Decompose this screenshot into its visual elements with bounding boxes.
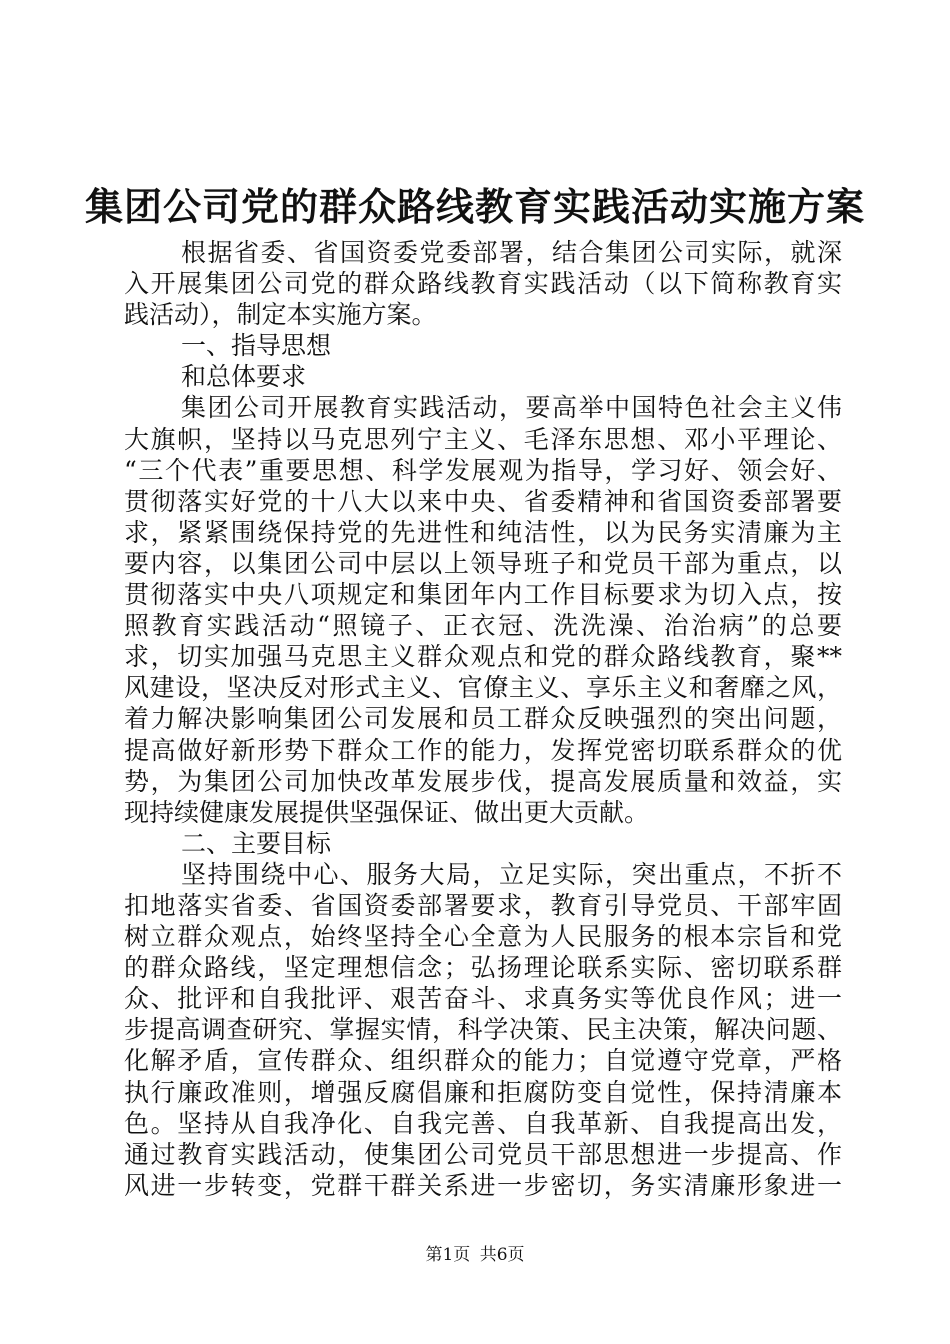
text-line: 大旗帜，坚持以马克思列宁主义、毛泽东思想、邓小平理论、 bbox=[124, 424, 842, 454]
text-line: 提高做好新形势下群众工作的能力，发挥党密切联系群众的优 bbox=[124, 735, 842, 765]
page-number: 第1页 bbox=[425, 1245, 471, 1265]
text-line: 执行廉政准则，增强反腐倡廉和拒腐防变自觉性，保持清廉本 bbox=[124, 1077, 842, 1107]
text-line: 树立群众观点，始终坚持全心全意为人民服务的根本宗旨和党 bbox=[124, 922, 842, 952]
document-body bbox=[124, 237, 842, 1201]
text-line: 践活动），制定本实施方案。 bbox=[124, 300, 437, 330]
text-line: 贯彻落实中央八项规定和集团年内工作目标要求为切入点，按 bbox=[124, 580, 842, 610]
text-line: 风进一步转变，党群干群关系进一步密切，务实清廉形象进一 bbox=[124, 1170, 842, 1200]
text-line: 势，为集团公司加快改革发展步伐，提高发展质量和效益，实 bbox=[124, 766, 842, 796]
text-line: 根据省委、省国资委党委部署，结合集团公司实际，就深 bbox=[181, 238, 842, 267]
text-line: 步提高调查研究、掌握实情，科学决策、民主决策，解决问题、 bbox=[124, 1015, 842, 1045]
text-line: 众、批评和自我批评、艰苦奋斗、求真务实等优良作风；进一 bbox=[124, 984, 842, 1014]
text-line: 扣地落实省委、省国资委部署要求，教育引导党员、干部牢固 bbox=[124, 890, 842, 920]
text-line: 现持续健康发展提供坚强保证、做出更大贡献。 bbox=[124, 797, 650, 827]
text-line: 的群众路线，坚定理想信念；弘扬理论联系实际、密切联系群 bbox=[124, 953, 842, 983]
text-line: 化解矛盾，宣传群众、组织群众的能力；自觉遵守党章，严格 bbox=[124, 1046, 842, 1076]
text-line: 坚持围绕中心、服务大局，立足实际，突出重点，不折不 bbox=[181, 859, 842, 889]
text-line: 照教育实践活动“照镜子、正衣冠、洗洗澡、治治病”的总要 bbox=[124, 611, 842, 641]
text-line: “三个代表”重要思想、科学发展观为指导，学习好、领会好、 bbox=[124, 455, 842, 485]
text-line: 色。坚持从自我净化、自我完善、自我革新、自我提高出发， bbox=[124, 1108, 842, 1138]
text-line: 求，切实加强马克思主义群众观点和党的群众路线教育，聚** bbox=[124, 642, 842, 672]
document-title: 集团公司党的群众路线教育实践活动实施方案 bbox=[84, 184, 865, 229]
text-line: 着力解决影响集团公司发展和员工群众反映强烈的突出问题， bbox=[124, 704, 842, 734]
text-line: 入开展集团公司党的群众路线教育实践活动（以下简称教育实 bbox=[124, 269, 842, 299]
text-line: 集团公司开展教育实践活动，要高举中国特色社会主义伟 bbox=[181, 393, 842, 423]
text-line: 贯彻落实好党的十八大以来中央、省委精神和省国资委部署要 bbox=[124, 486, 842, 516]
text-line: 二、主要目标 bbox=[181, 828, 332, 858]
text-line: 风建设，坚决反对形式主义、官僚主义、享乐主义和奢靡之风， bbox=[124, 673, 842, 703]
text-line: 一、指导思想 bbox=[181, 331, 332, 361]
text-line: 通过教育实践活动，使集团公司党员干部思想进一步提高、作 bbox=[124, 1139, 842, 1169]
text-line: 求，紧紧围绕保持党的先进性和纯洁性，以为民务实清廉为主 bbox=[124, 517, 842, 547]
page-total: 共6页 bbox=[479, 1245, 525, 1265]
text-line: 和总体要求 bbox=[181, 362, 307, 392]
text-line: 要内容，以集团公司中层以上领导班子和党员干部为重点，以 bbox=[124, 548, 842, 578]
page-footer bbox=[0, 1243, 950, 1267]
